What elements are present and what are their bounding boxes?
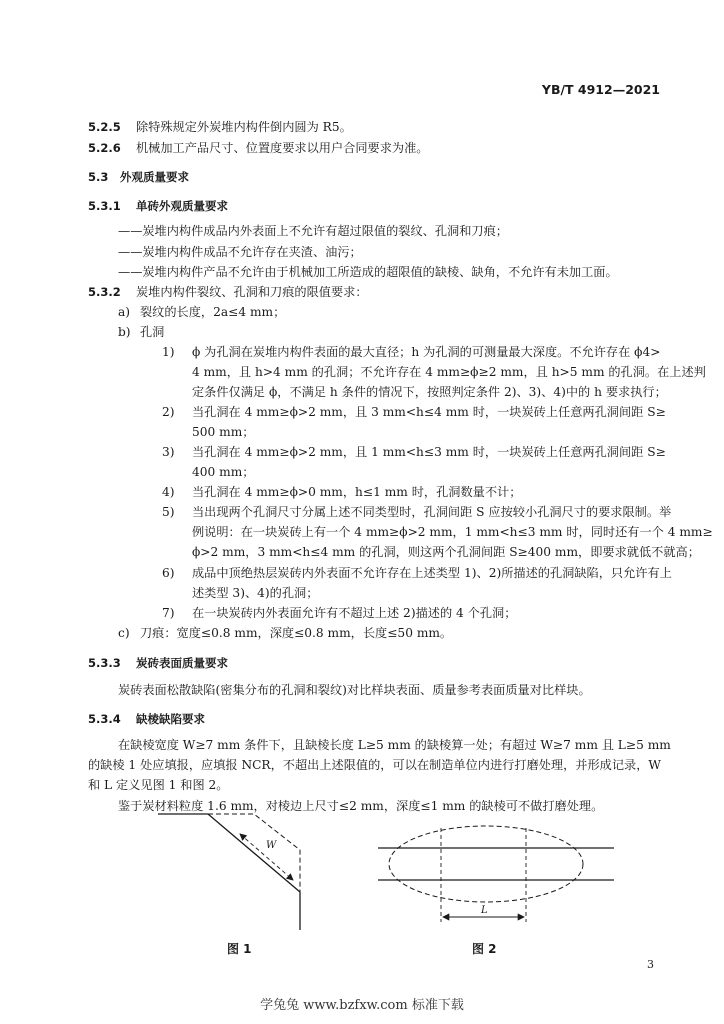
item-label: 5) — [162, 505, 175, 519]
item-label: 2) — [162, 405, 175, 419]
list-item: 当孔洞在 4 mm≥ϕ>2 mm，且 1 mm<h≤3 mm 时，一块炭砖上任意两孔洞间距 S≥ — [192, 445, 666, 459]
item-label: c) — [118, 626, 130, 640]
section-number: 5.3 — [88, 170, 109, 184]
paragraph: 鉴于炭材料粒度 1.6 mm，对棱边上尺寸≤2 mm，深度≤1 mm 的缺棱可不做打磨处理。 — [118, 799, 604, 813]
section-number: 5.2.6 — [88, 141, 121, 155]
list-item: 500 mm； — [192, 425, 255, 439]
figure-2-diagram — [378, 818, 618, 930]
list-item: ϕ 为孔洞在炭堆内构件表面的最大直径；h 为孔洞的可测量最大深度。不允许存在 ϕ4> — [192, 345, 661, 359]
paragraph: 在缺棱宽度 W≥7 mm 条件下，且缺棱长度 L≥5 mm 的缺棱算一处；有超过 W≥7 mm 且 L≥5 mm — [118, 738, 671, 752]
list-item: 400 mm； — [192, 465, 255, 479]
section-title: 缺棱缺陷要求 — [136, 712, 205, 726]
paragraph: 炭砖表面松散缺陷(密集分布的孔洞和裂纹)对比样块表面、质量参考表面质量对比样块。 — [118, 683, 591, 697]
paragraph: 除特殊规定外炭堆内构件倒内圆为 R5。 — [136, 120, 352, 134]
footer-watermark: 学兔兔 www.bzfxw.com 标准下载 — [260, 998, 464, 1013]
list-item: 述类型 3)、4)的孔洞； — [192, 586, 319, 600]
section-title: 单砖外观质量要求 — [136, 199, 228, 213]
paragraph: 的缺棱 1 处应填报，应填报 NCR，不超出上述限值的，可以在制造单位内进行打磨处理，并形成记录，W — [88, 758, 661, 772]
item-label: b) — [118, 325, 131, 339]
list-item: 4 mm，且 h>4 mm 的孔洞；不允许存在 4 mm≥ϕ≥2 mm，且 h>5 mm 的孔洞。在上述判 — [192, 365, 706, 379]
defect-outline — [389, 826, 583, 902]
paragraph: 机械加工产品尺寸、位置度要求以用户合同要求为准。 — [136, 141, 429, 155]
figure-1-caption: 图 1 — [227, 942, 252, 956]
list-item: 裂纹的长度，2a≤4 mm； — [140, 305, 286, 319]
figure-1-diagram — [150, 812, 330, 934]
section-number: 5.3.4 — [88, 712, 121, 726]
item-label: 1) — [162, 345, 175, 359]
list-item: 当出现两个孔洞尺寸分属上述不同类型时，孔洞间距 S 应按较小孔洞尺寸的要求限制。举 — [192, 505, 672, 519]
list-item: ——炭堆内构件产品不允许由于机械加工所造成的超限值的缺棱、缺角，不允许有未加工面。 — [118, 265, 618, 279]
item-label: 3) — [162, 445, 175, 459]
list-item: ——炭堆内构件成品不允许存在夹渣、油污； — [118, 245, 362, 259]
label-l: L — [481, 905, 488, 916]
list-item: 孔洞 — [140, 325, 165, 339]
list-item: ϕ>2 mm，3 mm<h≤4 mm 的孔洞，则这两个孔洞间距 S≥400 mm，即要求就低不就高； — [192, 545, 700, 559]
section-number: 5.3.1 — [88, 199, 121, 213]
section-number: 5.3.2 — [88, 285, 121, 299]
section-title: 炭砖表面质量要求 — [136, 656, 228, 670]
paragraph: 炭堆内构件裂纹、孔洞和刀痕的限值要求： — [136, 285, 368, 299]
section-number: 5.2.5 — [88, 120, 121, 134]
item-label: 4) — [162, 485, 175, 499]
list-item: 当孔洞在 4 mm≥ϕ>0 mm，h≤1 mm 时，孔洞数量不计； — [192, 485, 522, 499]
figure-2-caption: 图 2 — [472, 942, 497, 956]
list-item: ——炭堆内构件成品内外表面上不允许有超过限值的裂纹、孔洞和刀痕； — [118, 224, 508, 238]
item-label: 6) — [162, 566, 175, 580]
section-title: 外观质量要求 — [120, 170, 189, 184]
list-item: 当孔洞在 4 mm≥ϕ>2 mm，且 3 mm<h≤4 mm 时，一块炭砖上任意两孔洞间距 S≥ — [192, 405, 666, 419]
section-number: 5.3.3 — [88, 656, 121, 670]
page-number: 3 — [647, 958, 654, 971]
list-item: 在一块炭砖内外表面允许有不超过上述 2)描述的 4 个孔洞； — [192, 606, 517, 620]
paragraph: 和 L 定义见图 1 和图 2。 — [88, 778, 229, 792]
label-w: W — [266, 840, 277, 851]
list-item: 刀痕：宽度≤0.8 mm，深度≤0.8 mm，长度≤50 mm。 — [140, 626, 453, 640]
standard-number: YB/T 4912—2021 — [541, 82, 660, 97]
list-item: 例说明：在一块炭砖上有一个 4 mm≥ϕ>2 mm，1 mm<h≤3 mm 时，同时还有一个 4 mm≥ — [192, 525, 713, 539]
list-item: 定条件仅满足 ϕ，不满足 h 条件的情况下，按照判定条件 2)、3)、4)中的 h 要求执行； — [192, 385, 667, 399]
item-label: 7) — [162, 606, 175, 620]
chamfer-profile — [158, 814, 300, 930]
item-label: a) — [118, 305, 131, 319]
list-item: 成品中顶绝热层炭砖内外表面不允许存在上述类型 1)、2)所描述的孔洞缺陷，只允许有上 — [192, 566, 672, 580]
